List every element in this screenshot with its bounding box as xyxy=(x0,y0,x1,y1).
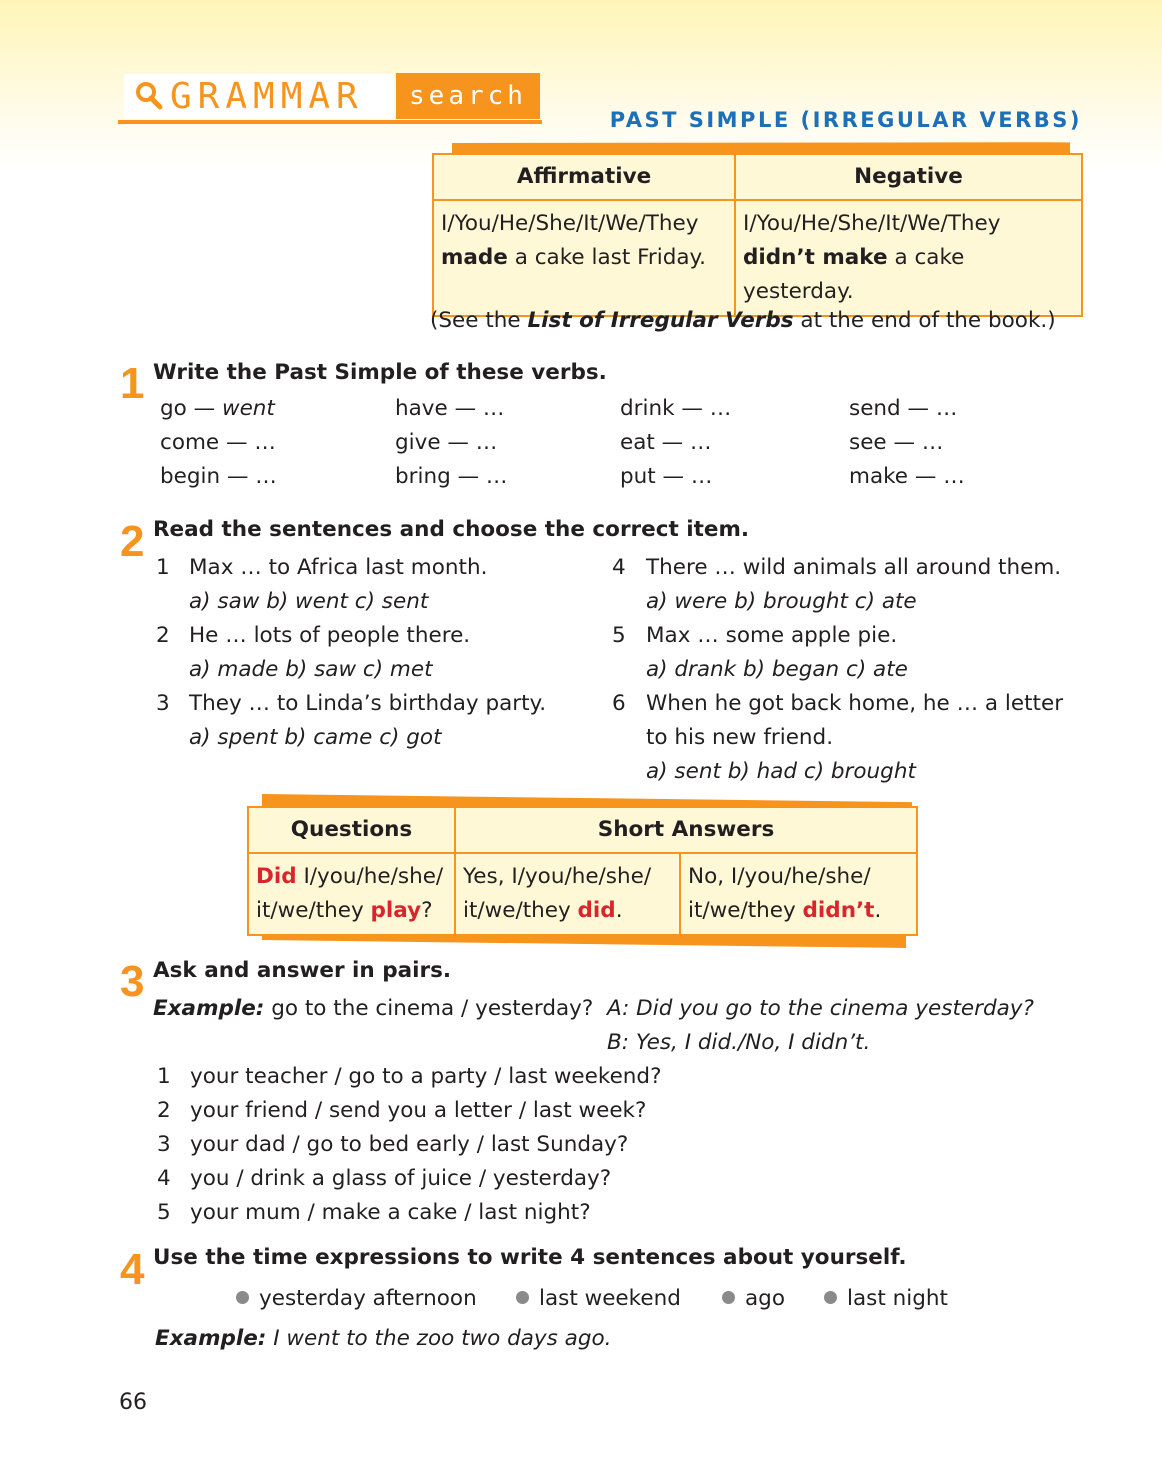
exercise-2-number: 2 xyxy=(120,517,145,566)
did-word: Did xyxy=(256,864,297,889)
expression-text: last night xyxy=(847,1286,948,1311)
page-number: 66 xyxy=(119,1390,147,1415)
aff-rest: a cake last Friday. xyxy=(507,245,707,270)
ex2-item-number: 1 xyxy=(156,555,170,580)
note-post: at the end of the book.) xyxy=(793,308,1056,333)
verb-item: eat — … xyxy=(620,430,712,455)
expression-text: last weekend xyxy=(539,1286,681,1311)
ex2-item-text: When he got back home, he … a letter xyxy=(646,691,1064,716)
verb-item: send — … xyxy=(849,396,958,421)
verb-go-answer: went xyxy=(221,396,275,421)
ex3-item-text: your teacher / go to a party / last weekend? xyxy=(190,1064,662,1089)
ex2-item-text: Max … to Africa last month. xyxy=(189,555,488,580)
ex3-example xyxy=(153,996,593,1021)
time-expression xyxy=(236,1286,477,1311)
ex2-item-number: 4 xyxy=(612,555,626,580)
verb-item: have — … xyxy=(395,396,505,421)
q-subjects: I/you/he/she/ xyxy=(296,864,444,889)
questions-short-answers-table xyxy=(247,806,918,936)
irregular-verbs-note xyxy=(430,308,1056,333)
ex3-item-number: 3 xyxy=(157,1132,171,1157)
ex3-item-number: 1 xyxy=(157,1064,171,1089)
q-subjects-2: it/we/they xyxy=(256,898,371,923)
ex2-item-number: 6 xyxy=(612,691,626,716)
ex3-item-text: your mum / make a cake / last night? xyxy=(190,1200,591,1225)
neg-rest: a cake yesterday. xyxy=(743,245,965,304)
bullet-icon xyxy=(236,1291,249,1304)
ex3-item-text: you / drink a glass of juice / yesterday? xyxy=(190,1166,612,1191)
verb-go-base: go — xyxy=(160,396,222,421)
exercise-4-number: 4 xyxy=(120,1245,145,1294)
ex2-item-options: a) made b) saw c) met xyxy=(189,657,433,682)
ex3-item-text: your dad / go to bed early / last Sunday? xyxy=(190,1132,629,1157)
example-answer-a: A: Did you go to the cinema yesterday? xyxy=(607,996,1034,1021)
did-word-answer: did xyxy=(577,898,616,923)
ex2-item-options: a) saw b) went c) sent xyxy=(189,589,429,614)
affirmative-negative-table xyxy=(432,153,1083,317)
example-prompt: go to the cinema / yesterday? xyxy=(264,996,594,1021)
period: . xyxy=(615,898,623,923)
ex2-item-text: He … lots of people there. xyxy=(189,623,471,648)
ex2-item-text: They … to Linda’s birthday party. xyxy=(189,691,547,716)
exercise-1-number: 1 xyxy=(120,359,145,408)
time-expression xyxy=(516,1286,681,1311)
search-word: search xyxy=(396,73,540,119)
bullet-icon xyxy=(516,1291,529,1304)
example-label: Example: xyxy=(153,996,265,1021)
ex2-item-number: 2 xyxy=(156,623,170,648)
no-line1: No, I/you/he/she/ xyxy=(688,864,871,889)
magnifier-icon xyxy=(132,79,166,113)
didnt-word: didn’t xyxy=(802,898,875,923)
verb-item: see — … xyxy=(849,430,944,455)
affirmative-cell xyxy=(433,200,735,316)
verb-item: put — … xyxy=(620,464,713,489)
bullet-icon xyxy=(824,1291,837,1304)
header-affirmative: Affirmative xyxy=(433,154,735,200)
exercise-1-instruction: Write the Past Simple of these verbs. xyxy=(153,360,607,385)
verb-go xyxy=(160,396,275,421)
example-text: I went to the zoo two days ago. xyxy=(266,1326,612,1351)
verb-item: bring — … xyxy=(395,464,508,489)
exercise-3-number: 3 xyxy=(120,957,145,1006)
verb-item: make — … xyxy=(849,464,965,489)
neg-subjects: I/You/He/She/It/We/They xyxy=(743,211,1001,236)
exercise-2-instruction: Read the sentences and choose the correct item. xyxy=(153,517,750,542)
question-cell xyxy=(248,853,455,935)
bullet-icon xyxy=(722,1291,735,1304)
ex3-item-number: 4 xyxy=(157,1166,171,1191)
ex2-item-text-cont: to his new friend. xyxy=(646,725,834,750)
play-word: play xyxy=(370,898,422,923)
period: . xyxy=(874,898,882,923)
grammar-label-box xyxy=(124,74,394,118)
grammar-word: GRAMMAR xyxy=(170,75,364,117)
ex2-item-options: a) sent b) had c) brought xyxy=(646,759,916,784)
ex3-item-text: your friend / send you a letter / last week? xyxy=(190,1098,647,1123)
ex2-item-options: a) spent b) came c) got xyxy=(189,725,442,750)
verb-item: drink — … xyxy=(620,396,732,421)
time-expression xyxy=(824,1286,948,1311)
no-line2: it/we/they xyxy=(688,898,803,923)
note-pre: (See the xyxy=(430,308,528,333)
exercise-3-instruction: Ask and answer in pairs. xyxy=(153,958,452,983)
ex4-example xyxy=(155,1326,611,1351)
ex3-item-number: 2 xyxy=(157,1098,171,1123)
expression-text: yesterday afternoon xyxy=(259,1286,477,1311)
verb-item: begin — … xyxy=(160,464,277,489)
ex2-item-options: a) drank b) began c) ate xyxy=(646,657,908,682)
section-title: PAST SIMPLE (IRREGULAR VERBS) xyxy=(609,108,1082,132)
header-negative: Negative xyxy=(735,154,1082,200)
header-questions: Questions xyxy=(248,807,455,853)
aff-subjects: I/You/He/She/It/We/They xyxy=(441,211,699,236)
example-answer-b: B: Yes, I did./No, I didn’t. xyxy=(607,1030,871,1055)
yes-line2: it/we/they xyxy=(463,898,578,923)
ex3-item-number: 5 xyxy=(157,1200,171,1225)
ex2-item-options: a) were b) brought c) ate xyxy=(646,589,917,614)
verb-item: give — … xyxy=(395,430,498,455)
example-label: Example: xyxy=(155,1326,267,1351)
neg-verb: didn’t make xyxy=(743,245,888,270)
ex2-item-text: Max … some apple pie. xyxy=(646,623,898,648)
verb-item: come — … xyxy=(160,430,276,455)
negative-cell xyxy=(735,200,1082,316)
time-expression xyxy=(722,1286,785,1311)
header-short-answers: Short Answers xyxy=(455,807,917,853)
ex2-item-number: 5 xyxy=(612,623,626,648)
no-answer-cell xyxy=(680,853,917,935)
expression-text: ago xyxy=(745,1286,785,1311)
ex2-item-text: There … wild animals all around them. xyxy=(646,555,1062,580)
question-mark: ? xyxy=(421,898,433,923)
exercise-4-instruction: Use the time expressions to write 4 sentences about yourself. xyxy=(153,1245,907,1270)
yes-line1: Yes, I/you/he/she/ xyxy=(463,864,652,889)
note-book-title: List of Irregular Verbs xyxy=(527,308,794,333)
ex2-item-number: 3 xyxy=(156,691,170,716)
aff-verb: made xyxy=(441,245,508,270)
yes-answer-cell xyxy=(455,853,680,935)
